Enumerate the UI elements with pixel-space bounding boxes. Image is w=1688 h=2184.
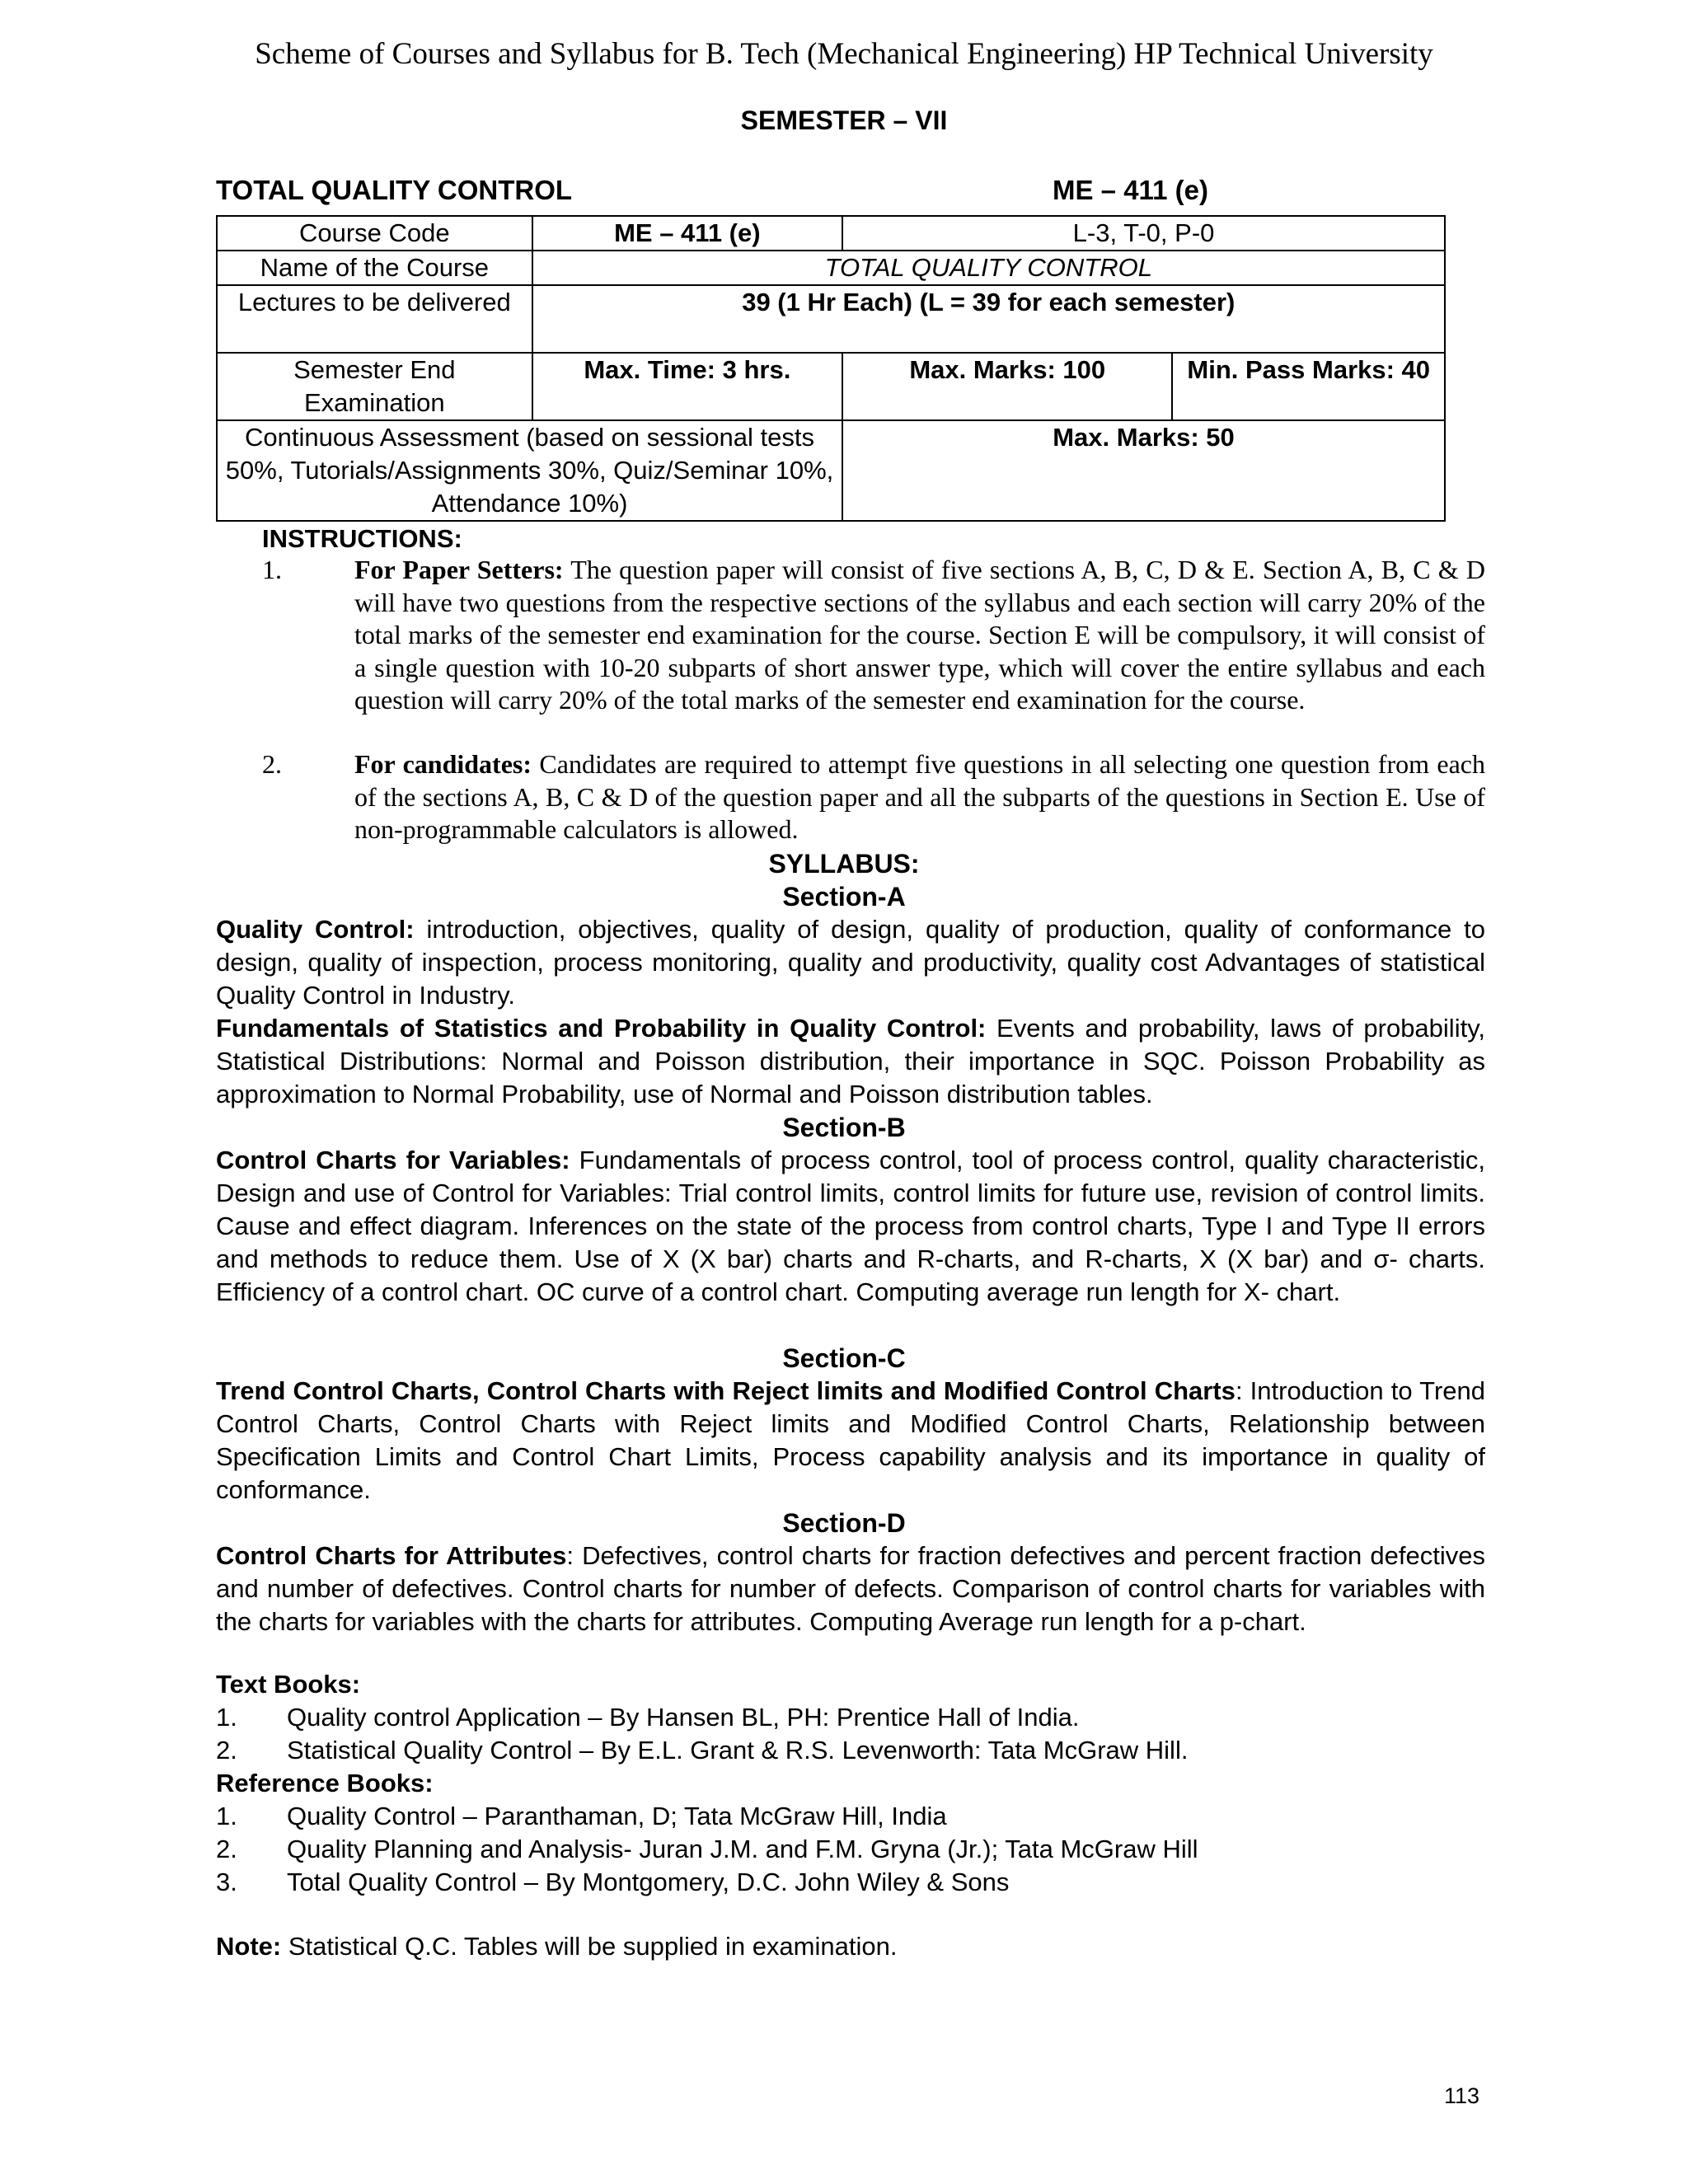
list-text: Statistical Quality Control – By E.L. Grant & R.S. Levenworth: Tata McGraw Hill. <box>287 1736 1189 1765</box>
section-a-paragraph-1 <box>216 913 1485 1012</box>
section-c-heading: Section-C <box>782 1343 906 1373</box>
list-text: Quality Control – Paranthaman, D; Tata McGraw Hill, India <box>287 1802 947 1830</box>
course-heading <box>216 175 1446 206</box>
note <box>216 1932 897 1961</box>
course-name-value: TOTAL QUALITY CONTROL <box>532 251 1445 285</box>
min-pass-marks: Min. Pass Marks: 40 <box>1172 353 1445 420</box>
semester-heading: SEMESTER – VII <box>740 105 948 135</box>
note-lead: Note: <box>216 1932 282 1961</box>
text-books-title: Text Books: <box>216 1670 361 1699</box>
exam-label: Semester End Examination <box>217 353 532 420</box>
course-title: TOTAL QUALITY CONTROL <box>216 175 573 205</box>
table-row <box>217 216 1445 251</box>
continuous-assessment-label: Continuous Assessment (based on sessional tests 50%, Tutorials/Assignments 30%, Quiz/Seminar 10%, Attendance 10%) <box>217 420 842 521</box>
course-info-table <box>216 215 1446 522</box>
note-text: Statistical Q.C. Tables will be supplied in examination. <box>281 1932 898 1961</box>
list-item <box>216 1866 1485 1899</box>
section-b-paragraph-1 <box>216 1144 1485 1309</box>
section-b-heading: Section-B <box>782 1113 906 1142</box>
table-row <box>217 285 1445 353</box>
table-row <box>217 353 1445 420</box>
table-row <box>217 251 1445 285</box>
lectures-value: 39 (1 Hr Each) (L = 39 for each semester) <box>532 285 1445 353</box>
paragraph-text: Fundamentals of process control, tool of process control, quality characteristic, Design and use of Control for Variables: Trial control limits, control limits for future use, revision of control limits. Cause and effect diagram. Inferences on the state of the process from control charts, Type I and Type II errors and methods to reduce them. Use of X (X bar) charts and R-charts, and R-charts, X (X bar) and σ- charts. Efficiency of a control chart. OC curve of a control chart. Computing average run length for X- chart. <box>216 1146 1486 1306</box>
instruction-item <box>262 748 1485 846</box>
paragraph-lead: Control Charts for Variables: <box>216 1146 570 1174</box>
instruction-text: Candidates are required to attempt five questions in all selecting one question from each of the sections A, B, C & D of the question paper and all the subparts of the questions in Section E. Use of non-programmable calculators is allowed. <box>354 749 1486 844</box>
paragraph-text: : Introduction to Trend Control Charts, Control Charts with Reject limits and Modified Control Charts, Relationship between Specification Limits and Control Chart Limits, Process capability analysis and its importance in quality of conformance. <box>216 1376 1485 1504</box>
syllabus-title: SYLLABUS: <box>768 849 920 879</box>
max-marks: Max. Marks: 100 <box>842 353 1172 420</box>
list-text: Quality control Application – By Hansen BL, PH: Prentice Hall of India. <box>287 1703 1080 1732</box>
course-code-label: Course Code <box>217 216 532 251</box>
list-number: 2. <box>216 1835 237 1863</box>
instruction-lead: For candidates: <box>354 749 532 779</box>
list-text: Quality Planning and Analysis- Juran J.M. and F.M. Gryna (Jr.); Tata McGraw Hill <box>287 1835 1198 1863</box>
section-c-paragraph-1 <box>216 1375 1485 1507</box>
course-code-value: ME – 411 (e) <box>532 216 842 251</box>
instruction-number: 1. <box>262 555 282 584</box>
instructions-title: INSTRUCTIONS: <box>262 524 462 553</box>
instruction-item <box>262 554 1485 717</box>
list-item <box>216 1734 1485 1767</box>
paragraph-text: introduction, objectives, quality of design, quality of production, quality of conformance to design, quality of inspection, process monitoring, quality and productivity, quality cost Advantages of statistical Quality Control in Industry. <box>216 915 1485 1010</box>
instruction-lead: For Paper Setters: <box>354 555 564 584</box>
paragraph-lead: Control Charts for Attributes <box>216 1541 567 1570</box>
paragraph-text: : Defectives, control charts for fraction defectives and percent fraction defectives and number of defectives. Control charts for number of defects. Comparison of control charts for variables with the charts for variables with the charts for attributes. Computing Average run length for a p-chart. <box>216 1541 1485 1636</box>
lectures-label: Lectures to be delivered <box>217 285 532 353</box>
list-item <box>216 1800 1485 1833</box>
paragraph-lead: Fundamentals of Statistics and Probability in Quality Control: <box>216 1014 987 1043</box>
list-number: 3. <box>216 1868 237 1896</box>
course-code: ME – 411 (e) <box>1053 175 1208 205</box>
list-number: 1. <box>216 1703 237 1732</box>
paragraph-lead: Trend Control Charts, Control Charts with Reject limits and Modified Control Charts <box>216 1376 1236 1405</box>
course-name-label: Name of the Course <box>217 251 532 285</box>
table-row <box>217 420 1445 521</box>
ltp-value: L-3, T-0, P-0 <box>842 216 1445 251</box>
list-text: Total Quality Control – By Montgomery, D.C. John Wiley & Sons <box>287 1868 1010 1896</box>
section-d-paragraph-1 <box>216 1540 1485 1638</box>
list-item <box>216 1833 1485 1866</box>
paragraph-text: Events and probability, laws of probability, Statistical Distributions: Normal and Poisson distribution, their importance in SQC. Poisson Probability as approximation to Normal Probability, use of Normal and Poisson distribution tables. <box>216 1014 1486 1108</box>
reference-books-title: Reference Books: <box>216 1769 434 1797</box>
section-a-paragraph-2 <box>216 1012 1485 1111</box>
document-header: Scheme of Courses and Syllabus for B. Tech (Mechanical Engineering) HP Technical University <box>255 37 1433 71</box>
instruction-text: The question paper will consist of five sections A, B, C, D & E. Section A, B, C & D will have two questions from the respective sections of the syllabus and each section will carry 20% of the total marks of the semester end examination for the course. Section E will be compulsory, it will consist of a single question with 10-20 subparts of short answer type, which will cover the entire syllabus and each question will carry 20% of the total marks of the semester end examination for the course. <box>354 555 1486 715</box>
list-number: 2. <box>216 1736 237 1765</box>
section-a-heading: Section-A <box>782 882 906 912</box>
list-number: 1. <box>216 1802 237 1830</box>
max-time: Max. Time: 3 hrs. <box>532 353 842 420</box>
instruction-number: 2. <box>262 749 282 779</box>
paragraph-lead: Quality Control: <box>216 915 415 944</box>
page-number: 113 <box>1444 2083 1480 2108</box>
section-d-heading: Section-D <box>782 1508 906 1538</box>
continuous-assessment-marks: Max. Marks: 50 <box>842 420 1445 521</box>
list-item <box>216 1701 1485 1734</box>
